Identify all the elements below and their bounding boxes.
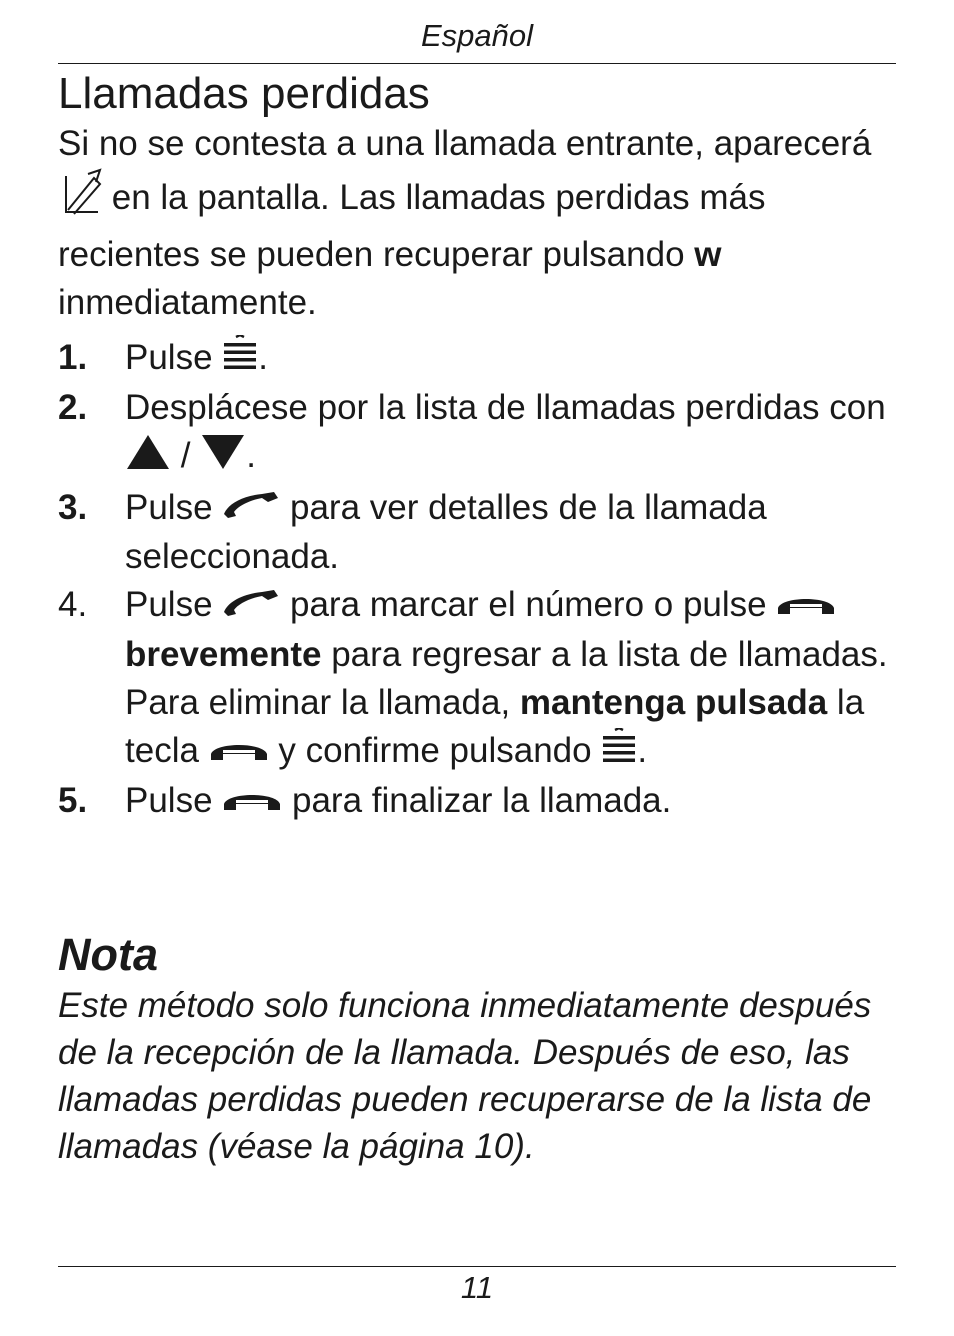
emphasis-text: mantenga pulsada: [519, 683, 828, 722]
footer-divider: [58, 1266, 896, 1267]
step-number: 4.: [58, 585, 88, 625]
step-text: para finalizar la llamada.: [282, 781, 672, 821]
step-text: para marcar el número o pulse: [280, 585, 777, 625]
note-text: Este método solo funciona inmediatamente después de la recepción de la llamada. Después de eso, las llamadas perdidas pueden recuperarse de la lista de llamadas (véase la página 10).: [58, 986, 872, 1166]
menu-icon: [222, 335, 258, 384]
missed-call-icon: [58, 168, 102, 231]
arrow-down-icon: [200, 433, 246, 484]
step-text: /: [171, 436, 201, 476]
step-number: 5.: [58, 781, 88, 821]
step-4: [58, 581, 896, 777]
step-text: Desplácese por la lista de llamadas perdidas con: [125, 388, 886, 428]
step-number: 2.: [58, 388, 88, 428]
step-5: [58, 777, 896, 827]
w-key-label: w: [694, 235, 722, 274]
end-call-icon: [776, 583, 836, 631]
page-number: 11: [460, 1270, 494, 1305]
call-icon: [222, 485, 280, 533]
call-icon: [222, 583, 280, 631]
intro-paragraph: [58, 120, 896, 327]
step-text: .: [637, 731, 648, 770]
step-3: [58, 484, 896, 582]
step-text: Pulse: [125, 585, 223, 625]
step-number: 1.: [58, 338, 88, 377]
step-number: 3.: [58, 487, 88, 527]
header-divider: [58, 63, 896, 64]
end-call-icon: [222, 779, 282, 827]
manual-page: [58, 0, 896, 1336]
menu-icon: [601, 728, 637, 777]
emphasis-text: brevemente: [125, 635, 322, 674]
step-text: Pulse: [125, 487, 223, 527]
step-text: y confirme pulsando: [268, 731, 602, 770]
note-title: Nota: [58, 929, 158, 980]
step-text: .: [258, 338, 269, 377]
arrow-up-icon: [125, 433, 171, 484]
end-call-icon: [209, 729, 269, 777]
intro-text-1: Si no se contesta a una llamada entrante, aparecerá: [58, 124, 872, 163]
step-text: la tecla: [125, 683, 865, 770]
intro-text-2: en la pantalla. Las llamadas perdidas más recientes se pueden recuperar pulsando: [58, 177, 766, 274]
language-header: Español: [420, 18, 534, 53]
steps-list: [58, 334, 896, 827]
step-text: Pulse: [125, 338, 223, 377]
step-text: Pulse: [125, 781, 223, 821]
section-title: Llamadas perdidas: [58, 69, 430, 118]
step-2: [58, 384, 896, 483]
step-text: para ver detalles de la llamada seleccionada.: [125, 487, 767, 577]
step-text: para regresar a la lista de llamadas. Para eliminar la llamada,: [125, 635, 888, 722]
intro-text-3: inmediatamente.: [58, 283, 317, 322]
step-text: .: [246, 436, 256, 476]
step-1: [58, 334, 896, 384]
